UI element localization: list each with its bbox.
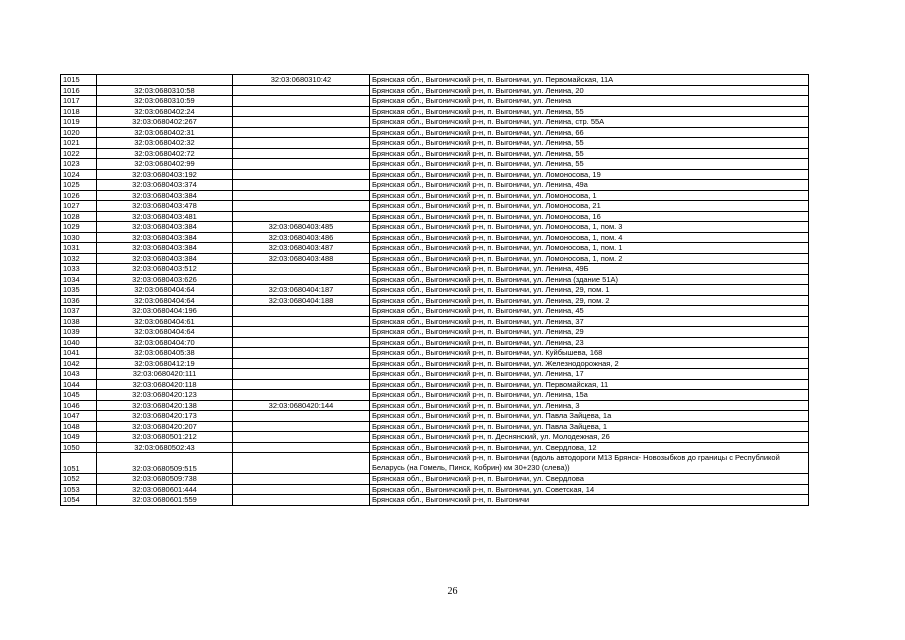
- address-cell: Брянская обл., Выгоничский р-н, п. Выгоничи, ул. Павла Зайцева, 1: [370, 421, 809, 432]
- table-row: [61, 222, 809, 233]
- table-row: [61, 96, 809, 107]
- table-row: [61, 369, 809, 380]
- address-cell: Брянская обл., Выгоничский р-н, п. Выгоничи, ул. Свердлова: [370, 474, 809, 485]
- table-row: [61, 243, 809, 254]
- table-row: [61, 180, 809, 191]
- premises-cadastral-number-cell: [233, 358, 370, 369]
- row-number-cell: 1022: [61, 148, 97, 159]
- premises-cadastral-number-cell: [233, 117, 370, 128]
- premises-cadastral-number-cell: [233, 411, 370, 422]
- row-number-cell: 1028: [61, 211, 97, 222]
- address-cell: Брянская обл., Выгоничский р-н, п. Выгоничи, ул. Ленина, стр. 55А: [370, 117, 809, 128]
- address-cell: Брянская обл., Выгоничский р-н, п. Выгоничи (вдоль автодороги М13 Брянск- Новозыбков до границы с Республикой Беларусь (на Гомель, Пинск, Кобрин) км 30+230 (слева)): [370, 453, 809, 474]
- table-row: [61, 106, 809, 117]
- premises-cadastral-number-cell: [233, 159, 370, 170]
- cadastral-number-cell: 32:03:0680412:19: [97, 358, 233, 369]
- premises-cadastral-number-cell: [233, 180, 370, 191]
- table-row: [61, 316, 809, 327]
- cadastral-number-cell: 32:03:0680420:138: [97, 400, 233, 411]
- table-row: [61, 411, 809, 422]
- cadastral-number-cell: 32:03:0680404:64: [97, 327, 233, 338]
- table-row: [61, 117, 809, 128]
- table-row: [61, 337, 809, 348]
- page-number: 26: [447, 586, 458, 597]
- row-number-cell: 1048: [61, 421, 97, 432]
- cadastral-number-cell: 32:03:0680404:196: [97, 306, 233, 317]
- address-cell: Брянская обл., Выгоничский р-н, п. Выгоничи, ул. Ленина, 55: [370, 148, 809, 159]
- row-number-cell: 1015: [61, 75, 97, 86]
- cadastral-number-cell: 32:03:0680402:99: [97, 159, 233, 170]
- premises-cadastral-number-cell: 32:03:0680403:487: [233, 243, 370, 254]
- cadastral-number-cell: 32:03:0680509:738: [97, 474, 233, 485]
- address-cell: Брянская обл., Выгоничский р-н, п. Выгоничи, ул. Ленина, 49Б: [370, 264, 809, 275]
- row-number-cell: 1030: [61, 232, 97, 243]
- premises-cadastral-number-cell: [233, 453, 370, 474]
- cadastral-number-cell: 32:03:0680403:478: [97, 201, 233, 212]
- table-row: [61, 390, 809, 401]
- row-number-cell: 1040: [61, 337, 97, 348]
- row-number-cell: 1051: [61, 453, 97, 474]
- table-row: [61, 148, 809, 159]
- table-row: [61, 211, 809, 222]
- premises-cadastral-number-cell: 32:03:0680403:486: [233, 232, 370, 243]
- table-row: [61, 138, 809, 149]
- row-number-cell: 1044: [61, 379, 97, 390]
- row-number-cell: 1020: [61, 127, 97, 138]
- address-cell: Брянская обл., Выгоничский р-н, п. Выгоничи, ул. Ломоносова, 16: [370, 211, 809, 222]
- address-cell: Брянская обл., Выгоничский р-н, п. Выгоничи, ул. Ломоносова, 1, пом. 2: [370, 253, 809, 264]
- row-number-cell: 1042: [61, 358, 97, 369]
- premises-cadastral-number-cell: 32:03:0680404:187: [233, 285, 370, 296]
- row-number-cell: 1035: [61, 285, 97, 296]
- premises-cadastral-number-cell: [233, 127, 370, 138]
- table-row: [61, 190, 809, 201]
- address-cell: Брянская обл., Выгоничский р-н, п. Выгоничи, ул. Ленина, 55: [370, 138, 809, 149]
- row-number-cell: 1032: [61, 253, 97, 264]
- cadastral-number-cell: 32:03:0680403:192: [97, 169, 233, 180]
- row-number-cell: 1023: [61, 159, 97, 170]
- address-cell: Брянская обл., Выгоничский р-н, п. Деснянский, ул. Молодежная, 26: [370, 432, 809, 443]
- premises-cadastral-number-cell: [233, 201, 370, 212]
- premises-cadastral-number-cell: [233, 379, 370, 390]
- address-cell: Брянская обл., Выгоничский р-н, п. Выгоничи, ул. Железнодорожная, 2: [370, 358, 809, 369]
- address-cell: Брянская обл., Выгоничский р-н, п. Выгоничи, ул. Ломоносова, 1, пом. 4: [370, 232, 809, 243]
- premises-cadastral-number-cell: [233, 169, 370, 180]
- cadastral-number-cell: 32:03:0680403:481: [97, 211, 233, 222]
- address-cell: Брянская обл., Выгоничский р-н, п. Выгоничи, ул. Ломоносова, 1, пом. 1: [370, 243, 809, 254]
- cadastral-number-cell: 32:03:0680405:38: [97, 348, 233, 359]
- row-number-cell: 1024: [61, 169, 97, 180]
- premises-cadastral-number-cell: [233, 442, 370, 453]
- row-number-cell: 1045: [61, 390, 97, 401]
- premises-cadastral-number-cell: [233, 190, 370, 201]
- table-row: [61, 358, 809, 369]
- cadastral-number-cell: 32:03:0680402:24: [97, 106, 233, 117]
- row-number-cell: 1052: [61, 474, 97, 485]
- cadastral-number-cell: 32:03:0680403:384: [97, 253, 233, 264]
- row-number-cell: 1016: [61, 85, 97, 96]
- row-number-cell: 1019: [61, 117, 97, 128]
- cadastral-number-cell: 32:03:0680310:59: [97, 96, 233, 107]
- cadastral-number-cell: 32:03:0680509:515: [97, 453, 233, 474]
- cadastral-number-cell: 32:03:0680404:61: [97, 316, 233, 327]
- table-row: [61, 75, 809, 86]
- premises-cadastral-number-cell: [233, 495, 370, 506]
- premises-cadastral-number-cell: [233, 264, 370, 275]
- address-cell: Брянская обл., Выгоничский р-н, п. Выгоничи, ул. Первомайская, 11: [370, 379, 809, 390]
- address-cell: Брянская обл., Выгоничский р-н, п. Выгоничи, ул. Ленина, 29: [370, 327, 809, 338]
- cadastral-number-cell: 32:03:0680403:384: [97, 190, 233, 201]
- row-number-cell: 1031: [61, 243, 97, 254]
- table-row: [61, 432, 809, 443]
- address-cell: Брянская обл., Выгоничский р-н, п. Выгоничи, ул. Ленина, 55: [370, 106, 809, 117]
- address-cell: Брянская обл., Выгоничский р-н, п. Выгоничи, ул. Ленина, 20: [370, 85, 809, 96]
- cadastral-number-cell: 32:03:0680402:32: [97, 138, 233, 149]
- row-number-cell: 1018: [61, 106, 97, 117]
- property-register-table: [60, 74, 809, 506]
- cadastral-number-cell: 32:03:0680501:212: [97, 432, 233, 443]
- row-number-cell: 1046: [61, 400, 97, 411]
- premises-cadastral-number-cell: [233, 484, 370, 495]
- cadastral-number-cell: 32:03:0680502:43: [97, 442, 233, 453]
- address-cell: Брянская обл., Выгоничский р-н, п. Выгоничи, ул. Ленина, 23: [370, 337, 809, 348]
- table-row: [61, 421, 809, 432]
- cadastral-number-cell: 32:03:0680402:267: [97, 117, 233, 128]
- table-row: [61, 285, 809, 296]
- address-cell: Брянская обл., Выгоничский р-н, п. Выгоничи, ул. Ленина, 66: [370, 127, 809, 138]
- table-row: [61, 495, 809, 506]
- premises-cadastral-number-cell: [233, 390, 370, 401]
- table-row: [61, 127, 809, 138]
- row-number-cell: 1027: [61, 201, 97, 212]
- table-row: [61, 232, 809, 243]
- cadastral-number-cell: 32:03:0680420:123: [97, 390, 233, 401]
- row-number-cell: 1017: [61, 96, 97, 107]
- premises-cadastral-number-cell: [233, 274, 370, 285]
- address-cell: Брянская обл., Выгоничский р-н, п. Выгоничи, ул. Свердлова, 12: [370, 442, 809, 453]
- cadastral-number-cell: 32:03:0680420:118: [97, 379, 233, 390]
- row-number-cell: 1034: [61, 274, 97, 285]
- cadastral-number-cell: 32:03:0680403:626: [97, 274, 233, 285]
- address-cell: Брянская обл., Выгоничский р-н, п. Выгоничи, ул. Ломоносова, 1: [370, 190, 809, 201]
- cadastral-number-cell: 32:03:0680601:559: [97, 495, 233, 506]
- address-cell: Брянская обл., Выгоничский р-н, п. Выгоничи, ул. Ленина, 3: [370, 400, 809, 411]
- premises-cadastral-number-cell: [233, 432, 370, 443]
- cadastral-number-cell: 32:03:0680403:384: [97, 222, 233, 233]
- address-cell: Брянская обл., Выгоничский р-н, п. Выгоничи, ул. Первомайская, 11А: [370, 75, 809, 86]
- cadastral-number-cell: 32:03:0680403:384: [97, 232, 233, 243]
- table-row: [61, 264, 809, 275]
- row-number-cell: 1054: [61, 495, 97, 506]
- row-number-cell: 1050: [61, 442, 97, 453]
- table-row: [61, 159, 809, 170]
- address-cell: Брянская обл., Выгоничский р-н, п. Выгоничи, ул. Ленина, 29, пом. 2: [370, 295, 809, 306]
- cadastral-number-cell: 32:03:0680404:64: [97, 295, 233, 306]
- premises-cadastral-number-cell: [233, 337, 370, 348]
- premises-cadastral-number-cell: [233, 106, 370, 117]
- table-row: [61, 201, 809, 212]
- table-row: [61, 169, 809, 180]
- address-cell: Брянская обл., Выгоничский р-н, п. Выгоничи, ул. Ленина, 29, пом. 1: [370, 285, 809, 296]
- address-cell: Брянская обл., Выгоничский р-н, п. Выгоничи, ул. Куйбышева, 168: [370, 348, 809, 359]
- address-cell: Брянская обл., Выгоничский р-н, п. Выгоничи, ул. Павла Зайцева, 1а: [370, 411, 809, 422]
- cadastral-number-cell: 32:03:0680403:374: [97, 180, 233, 191]
- premises-cadastral-number-cell: [233, 138, 370, 149]
- row-number-cell: 1049: [61, 432, 97, 443]
- table-row: [61, 253, 809, 264]
- address-cell: Брянская обл., Выгоничский р-н, п. Выгоничи, ул. Ломоносова, 19: [370, 169, 809, 180]
- premises-cadastral-number-cell: [233, 348, 370, 359]
- address-cell: Брянская обл., Выгоничский р-н, п. Выгоничи: [370, 495, 809, 506]
- table-row: [61, 85, 809, 96]
- cadastral-number-cell: 32:03:0680403:512: [97, 264, 233, 275]
- table-row: [61, 484, 809, 495]
- row-number-cell: 1026: [61, 190, 97, 201]
- address-cell: Брянская обл., Выгоничский р-н, п. Выгоничи, ул. Ломоносова, 1, пом. 3: [370, 222, 809, 233]
- row-number-cell: 1025: [61, 180, 97, 191]
- premises-cadastral-number-cell: [233, 96, 370, 107]
- table-row: [61, 295, 809, 306]
- table-row: [61, 379, 809, 390]
- address-cell: Брянская обл., Выгоничский р-н, п. Выгоничи, ул. Ломоносова, 21: [370, 201, 809, 212]
- row-number-cell: 1038: [61, 316, 97, 327]
- address-cell: Брянская обл., Выгоничский р-н, п. Выгоничи, ул. Ленина, 49а: [370, 180, 809, 191]
- premises-cadastral-number-cell: [233, 474, 370, 485]
- cadastral-number-cell: 32:03:0680404:70: [97, 337, 233, 348]
- row-number-cell: 1033: [61, 264, 97, 275]
- table-row: [61, 400, 809, 411]
- premises-cadastral-number-cell: [233, 148, 370, 159]
- cadastral-number-cell: 32:03:0680420:207: [97, 421, 233, 432]
- row-number-cell: 1053: [61, 484, 97, 495]
- row-number-cell: 1036: [61, 295, 97, 306]
- table-row: [61, 348, 809, 359]
- address-cell: Брянская обл., Выгоничский р-н, п. Выгоничи, ул. Ленина, 17: [370, 369, 809, 380]
- premises-cadastral-number-cell: [233, 85, 370, 96]
- cadastral-number-cell: 32:03:0680420:173: [97, 411, 233, 422]
- table-body: [61, 75, 809, 506]
- address-cell: Брянская обл., Выгоничский р-н, п. Выгоничи, ул. Ленина, 55: [370, 159, 809, 170]
- row-number-cell: 1041: [61, 348, 97, 359]
- premises-cadastral-number-cell: [233, 327, 370, 338]
- table-row: [61, 306, 809, 317]
- premises-cadastral-number-cell: [233, 369, 370, 380]
- premises-cadastral-number-cell: 32:03:0680404:188: [233, 295, 370, 306]
- premises-cadastral-number-cell: [233, 316, 370, 327]
- cadastral-number-cell: 32:03:0680403:384: [97, 243, 233, 254]
- table-row: [61, 453, 809, 474]
- row-number-cell: 1037: [61, 306, 97, 317]
- row-number-cell: 1029: [61, 222, 97, 233]
- address-cell: Брянская обл., Выгоничский р-н, п. Выгоничи, ул. Ленина, 37: [370, 316, 809, 327]
- address-cell: Брянская обл., Выгоничский р-н, п. Выгоничи, ул. Ленина: [370, 96, 809, 107]
- premises-cadastral-number-cell: [233, 211, 370, 222]
- table-row: [61, 274, 809, 285]
- cadastral-number-cell: 32:03:0680404:64: [97, 285, 233, 296]
- table-row: [61, 442, 809, 453]
- table-row: [61, 327, 809, 338]
- cadastral-number-cell: 32:03:0680402:72: [97, 148, 233, 159]
- row-number-cell: 1039: [61, 327, 97, 338]
- cadastral-number-cell: 32:03:0680601:444: [97, 484, 233, 495]
- row-number-cell: 1047: [61, 411, 97, 422]
- premises-cadastral-number-cell: 32:03:0680310:42: [233, 75, 370, 86]
- address-cell: Брянская обл., Выгоничский р-н, п. Выгоничи, ул. Ленина, 15а: [370, 390, 809, 401]
- cadastral-number-cell: 32:03:0680420:111: [97, 369, 233, 380]
- row-number-cell: 1021: [61, 138, 97, 149]
- table-row: [61, 474, 809, 485]
- row-number-cell: 1043: [61, 369, 97, 380]
- address-cell: Брянская обл., Выгоничский р-н, п. Выгоничи, ул. Советская, 14: [370, 484, 809, 495]
- premises-cadastral-number-cell: 32:03:0680420:144: [233, 400, 370, 411]
- address-cell: Брянская обл., Выгоничский р-н, п. Выгоничи, ул. Ленина (здание 51А): [370, 274, 809, 285]
- premises-cadastral-number-cell: [233, 306, 370, 317]
- premises-cadastral-number-cell: 32:03:0680403:488: [233, 253, 370, 264]
- premises-cadastral-number-cell: [233, 421, 370, 432]
- cadastral-number-cell: [97, 75, 233, 86]
- address-cell: Брянская обл., Выгоничский р-н, п. Выгоничи, ул. Ленина, 45: [370, 306, 809, 317]
- cadastral-number-cell: 32:03:0680310:58: [97, 85, 233, 96]
- premises-cadastral-number-cell: 32:03:0680403:485: [233, 222, 370, 233]
- cadastral-number-cell: 32:03:0680402:31: [97, 127, 233, 138]
